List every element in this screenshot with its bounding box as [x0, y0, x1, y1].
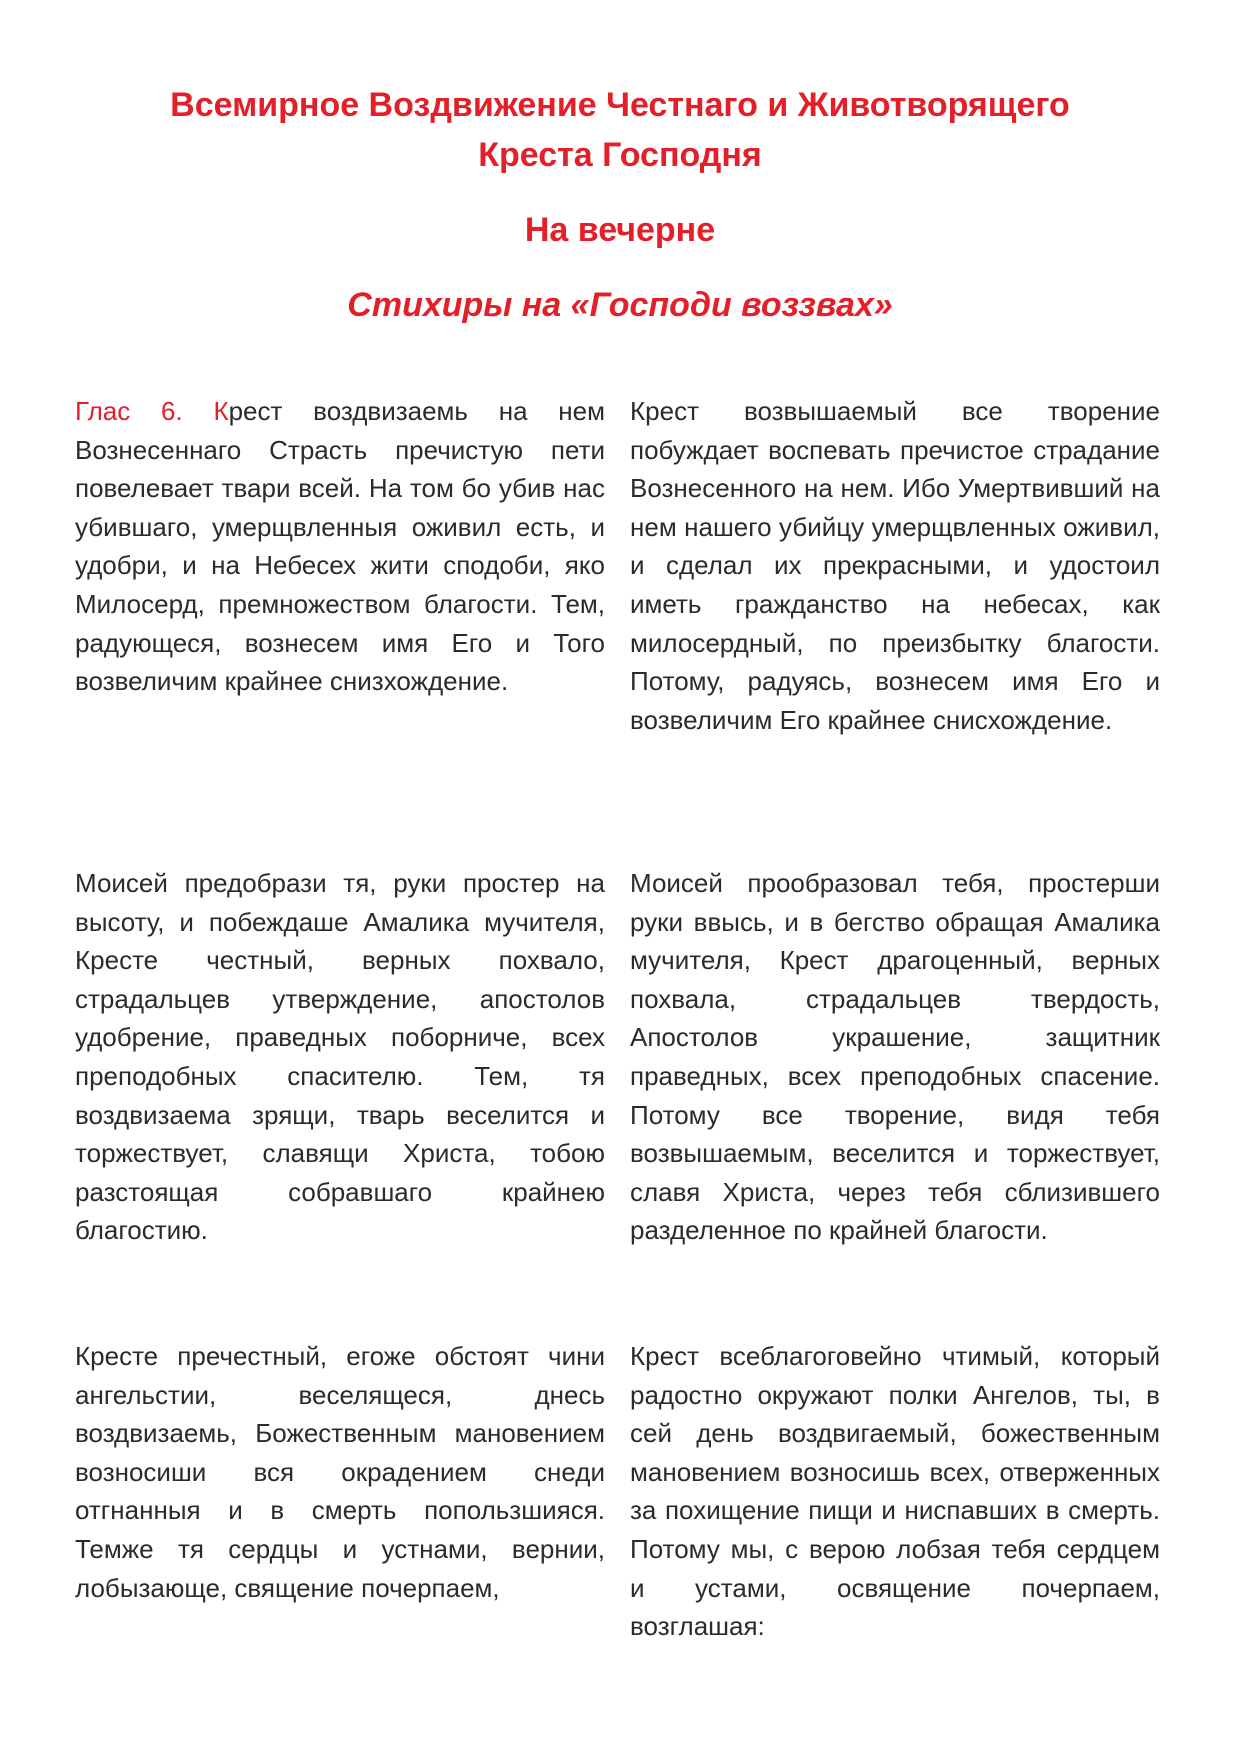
sticheron-2-translation: Моисей прообразовал тебя, простерши руки ввысь, и в бегство обращая Амалика мучителя, Крест драгоценный, верных похвала, страдальцев твердость, Апостолов украшение, защитник праведных, всех преподобных спасение. Потому все творение, видя тебя возвышаемым, веселится и торжествует, славя Христа, через тебя сблизившего разделенное по крайней благости.	[630, 868, 1160, 1246]
sticheron-1-original-text: рест воздвизаемь на нем Вознесеннаго Страсть пречистую пети повелевает твари всей. На том бо убив нас убившаго, умерщвленныя оживил есть, и удобри, и на Небесех жити сподоби, яко Милосерд, премножеством благости. Тем, радующеся, вознесем имя Его и Того возвеличим крайнее снизхождение.	[75, 396, 605, 697]
service-heading: На вечерне	[524, 211, 716, 249]
feast-title-line2: Креста Господня	[478, 136, 762, 174]
sticheron-1-original	[75, 392, 605, 701]
sticheron-2-original: Моисей предобрази тя, руки простер на высоту, и побеждаше Амалика мучителя, Кресте честный, верных похвало, страдальцев утверждение, апостолов удобрение, праведных поборниче, всех преподобных спасителю. Тем, тя воздвизаема зрящи, тварь веселится и торжествует, славящи Христа, тобою разстоящая собравшаго крайнею благостию.	[75, 868, 605, 1246]
initial-letter: К	[213, 396, 229, 426]
sticheron-1-translation: Крест возвышаемый все творение побуждает воспевать пречистое страдание Вознесенного на нем. Ибо Умертвивший на нем нашего убийцу умерщвленных оживил, и сделал их прекрасными, и удостоил иметь гражданство на небесах, как милосердный, по преизбытку благости. Потому, радуясь, вознесем имя Его и возвеличим Его крайнее снисхождение.	[630, 396, 1160, 735]
feast-title-line1: Всемирное Воздвижение Честнаго и Животворящего	[170, 86, 1070, 124]
sticheron-3-original: Кресте пречестный, егоже обстоят чини ангельстии, веселящеся, днесь воздвизаемь, Божественным мановением возносиши вся окрадением снеди отгнанныя и в смерть попользшияся. Темже тя сердцы и устнами, вернии, лобызающе, священие почерпаем,	[75, 1341, 605, 1603]
tone-label: Глас 6.	[75, 396, 214, 426]
sticheron-3-translation: Крест всеблагоговейно чтимый, который радостно окружают полки Ангелов, ты, в сей день воздвигаемый, божественным мановением возносишь всех, отверженных за похищение пищи и ниспавших в смерть. Потому мы, с верою лобзая тебя сердцем и устами, освящение почерпаем, возглашая:	[630, 1341, 1160, 1642]
section-heading: Стихиры на «Господи воззвах»	[347, 286, 893, 324]
